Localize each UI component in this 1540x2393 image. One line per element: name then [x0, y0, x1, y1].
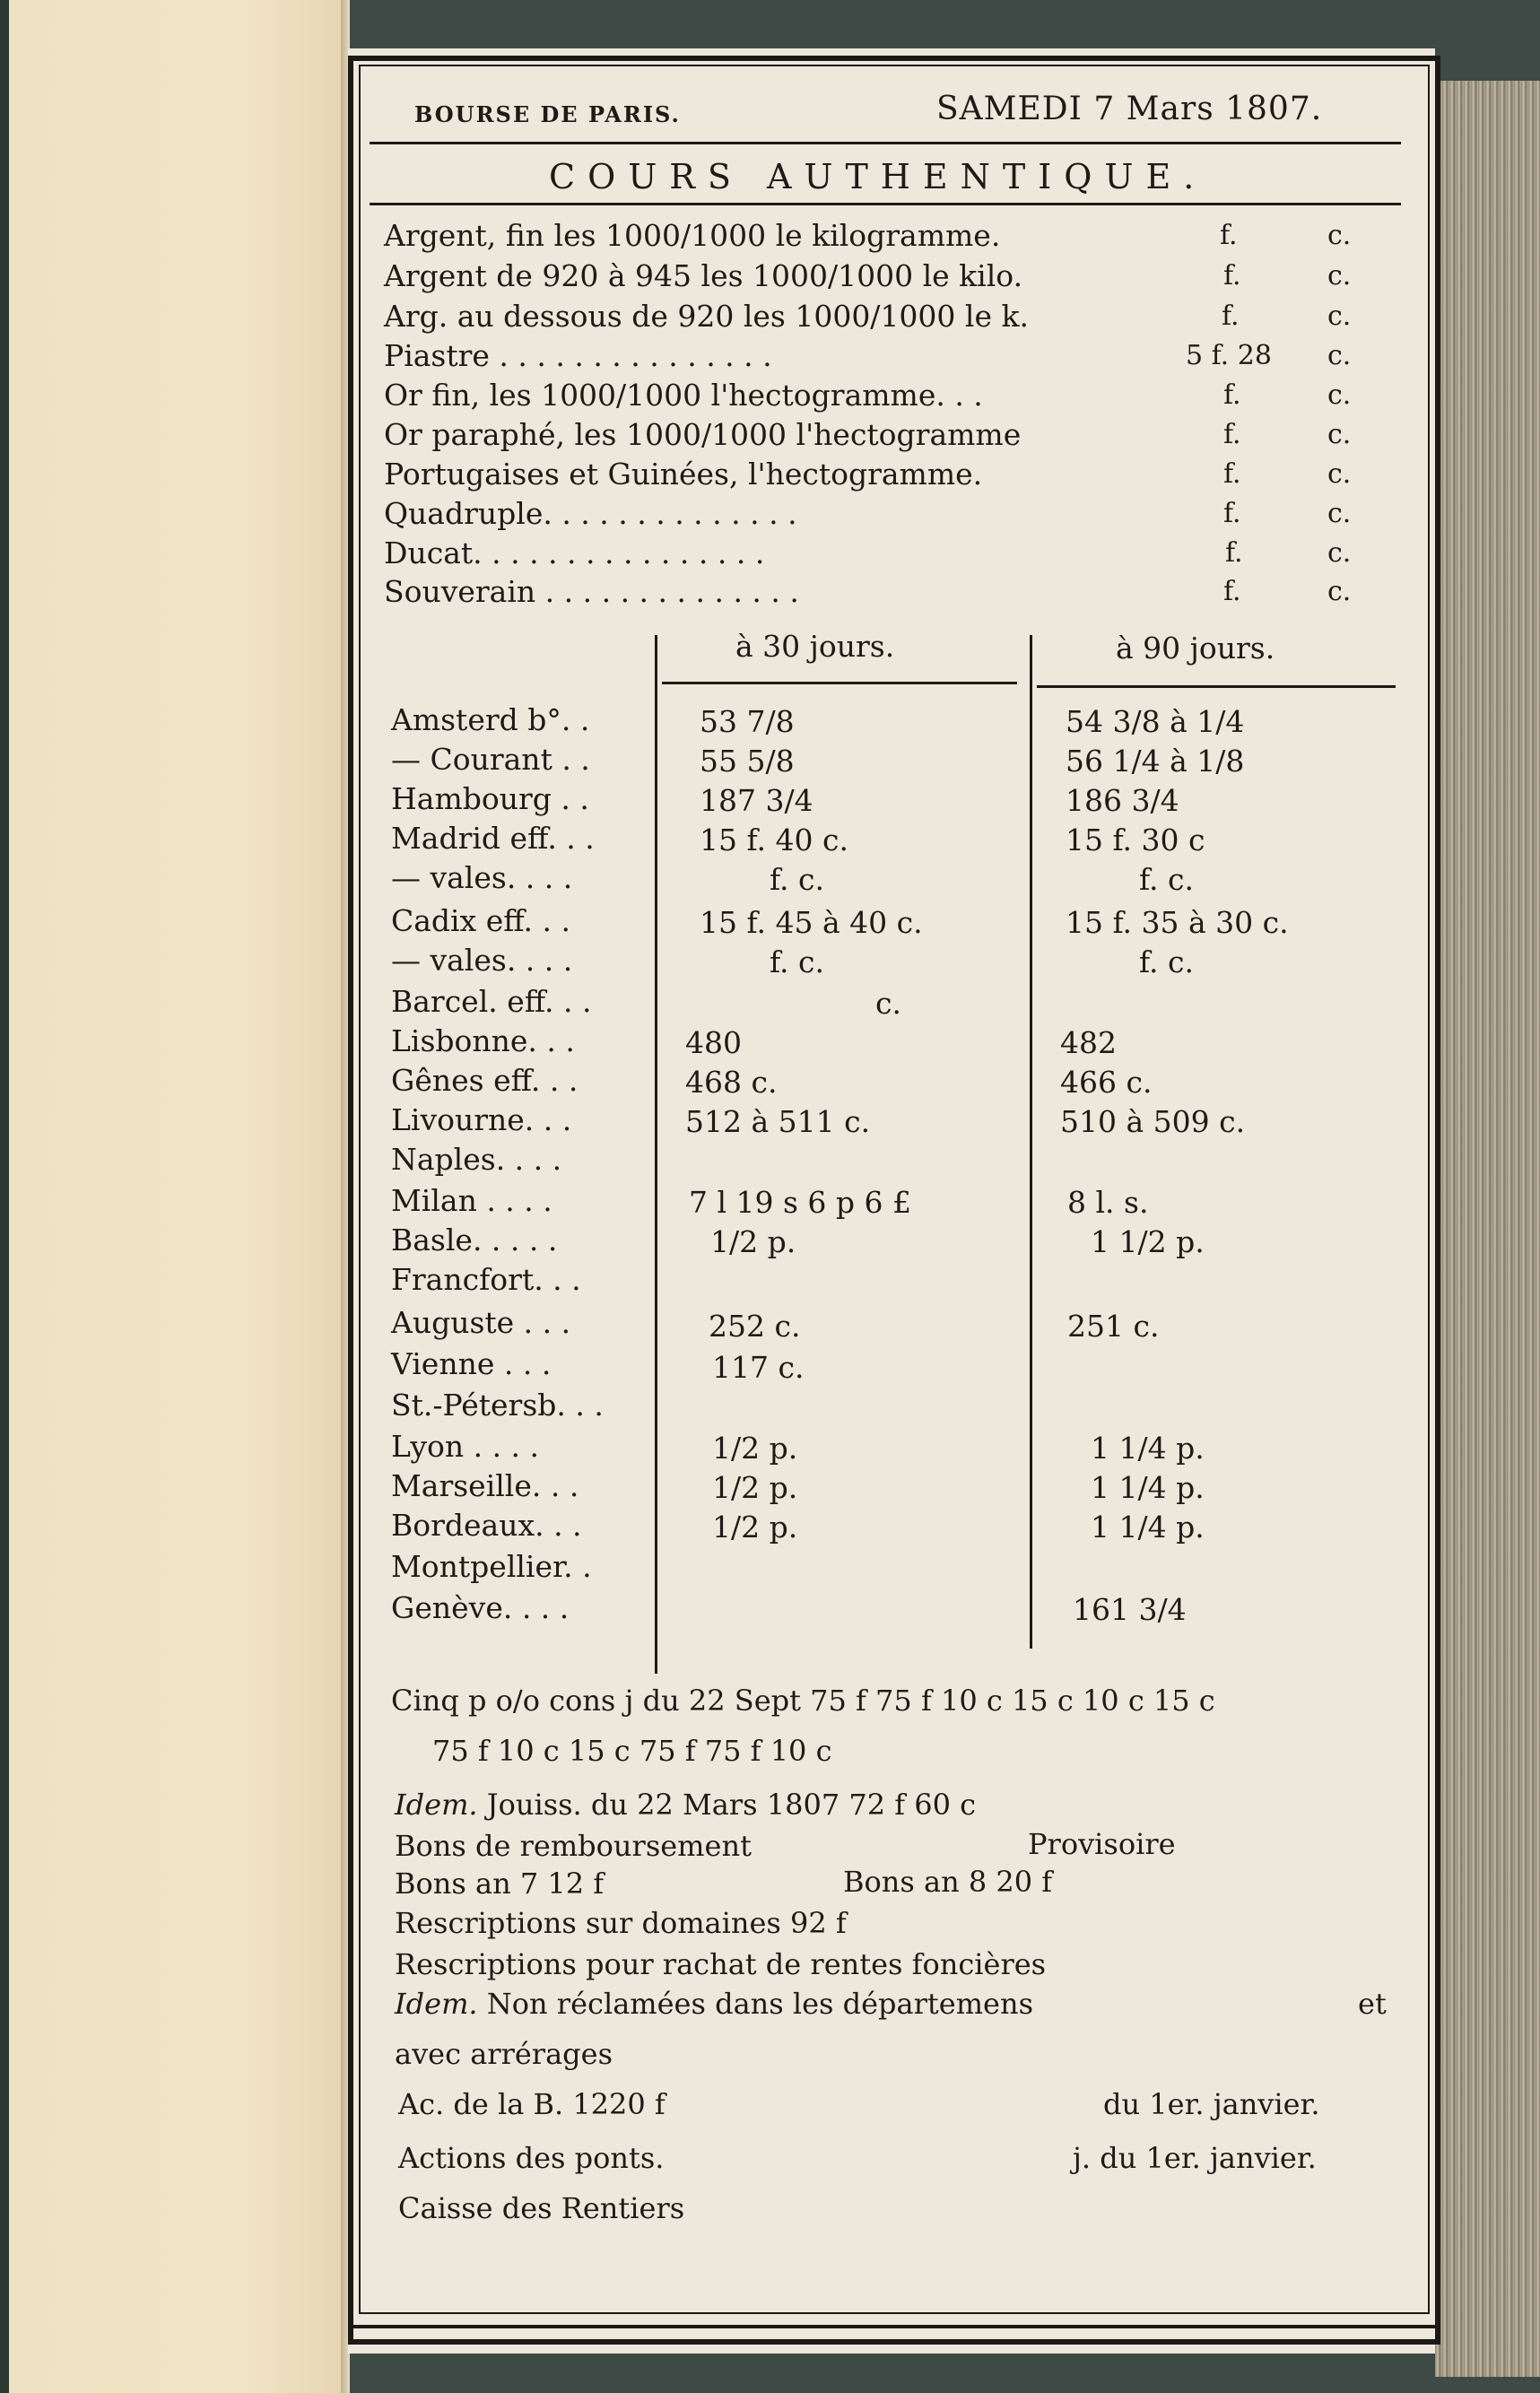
metal-franc: f.: [1225, 537, 1243, 569]
exchange-30d: 1/2 p.: [712, 1431, 798, 1466]
exchange-city: Madrid eff. . .: [391, 821, 595, 856]
exchange-30d: 15 f. 40 c.: [700, 822, 848, 857]
metal-franc: f.: [1223, 260, 1241, 292]
exchange-90d: 8 l. s.: [1067, 1185, 1149, 1220]
actions-ponts-date: j. du 1er. janvier.: [1073, 2141, 1317, 2175]
metal-cent: c.: [1327, 458, 1352, 490]
exchange-90d: 15 f. 35 à 30 c.: [1066, 905, 1289, 940]
caisse-rentiers: Caisse des Rentiers: [398, 2191, 685, 2225]
metal-franc: f.: [1223, 419, 1241, 450]
idem-non-reclamees-text: Non réclamées dans les départemens: [486, 1987, 1033, 2021]
exchange-30d: 55 5/8: [700, 744, 795, 779]
exchange-90d: 161 3/4: [1073, 1592, 1187, 1627]
exchange-90d: 1 1/4 p.: [1091, 1470, 1205, 1505]
metal-franc: f.: [1223, 379, 1241, 411]
metal-label: Ducat. . . . . . . . . . . . . . . .: [384, 535, 765, 570]
exchange-90d: 186 3/4: [1066, 783, 1179, 818]
exchange-30d: 512 à 511 c.: [685, 1104, 871, 1139]
metal-franc: f.: [1222, 300, 1240, 332]
exchange-30d: 15 f. 45 à 40 c.: [700, 905, 923, 940]
exchange-city: — Courant . .: [391, 742, 590, 777]
page-fore-edge: [1435, 81, 1540, 2377]
idem-label: Idem.: [395, 1788, 478, 1822]
exchange-city: Cadix eff. . .: [391, 903, 570, 938]
actions-ponts: Actions des ponts.: [398, 2141, 665, 2175]
exchange-city: Livourne. . .: [391, 1102, 572, 1137]
exchange-city: Montpellier. .: [391, 1549, 592, 1584]
exchange-city: Gênes eff. . .: [391, 1063, 579, 1098]
exchange-90d: 15 f. 30 c: [1066, 822, 1205, 857]
metal-label: Argent de 920 à 945 les 1000/1000 le kilo.: [384, 258, 1023, 293]
metal-franc: 5 f. 28: [1186, 340, 1272, 371]
bons-an-7: Bons an 7 12 f: [395, 1867, 605, 1901]
rescriptions-domaines: Rescriptions sur domaines 92 f: [395, 1906, 847, 1940]
exchange-col-divider-left: [655, 635, 657, 1674]
exchange-city: Hambourg . .: [391, 781, 589, 816]
exchange-90d: 482: [1060, 1025, 1117, 1060]
col30-underline: [662, 682, 1017, 684]
exchange-90d: f. c.: [1139, 944, 1194, 979]
exchange-90d: f. c.: [1139, 862, 1194, 897]
metal-cent: c.: [1327, 379, 1352, 411]
metal-cent: c.: [1327, 260, 1352, 292]
metal-franc: f.: [1220, 220, 1238, 251]
page-border-bottom-rule: [348, 2325, 1440, 2328]
exchange-city: Francfort. . .: [391, 1262, 581, 1297]
exchange-90d: 1 1/4 p.: [1091, 1431, 1205, 1466]
metal-label: Piastre . . . . . . . . . . . . . . .: [384, 338, 772, 373]
cinq-pour-cent-line2: 75 f 10 c 15 c 75 f 75 f 10 c: [432, 1734, 832, 1768]
exchange-city: Milan . . . .: [391, 1183, 552, 1218]
exchange-30d: 480: [685, 1025, 742, 1060]
exchange-30d: 187 3/4: [700, 783, 814, 818]
idem-jouissance-text: Jouiss. du 22 Mars 1807 72 f 60 c: [486, 1788, 977, 1822]
col30-header: à 30 jours.: [735, 629, 895, 664]
metal-cent: c.: [1327, 340, 1352, 371]
metal-cent: c.: [1327, 220, 1352, 251]
exchange-city: Basle. . . . .: [391, 1223, 558, 1257]
exchange-90d: 510 à 509 c.: [1060, 1104, 1246, 1139]
exchange-90d: 56 1/4 à 1/8: [1066, 744, 1245, 779]
idem-label: Idem.: [395, 1987, 478, 2021]
metal-cent: c.: [1327, 300, 1352, 332]
action-banque: Ac. de la B. 1220 f: [398, 2087, 666, 2121]
exchange-90d: 1 1/2 p.: [1091, 1224, 1205, 1259]
exchange-30d: 1/2 p.: [712, 1470, 798, 1505]
exchange-city: — vales. . . .: [391, 943, 573, 978]
exchange-city: Barcel. eff. . .: [391, 984, 592, 1019]
header-rule: [370, 142, 1401, 144]
exchange-90d: 251 c.: [1067, 1309, 1160, 1344]
exchange-30d: 252 c.: [709, 1309, 801, 1344]
exchange-30d: 1/2 p.: [712, 1510, 798, 1545]
bons-an-8: Bons an 8 20 f: [843, 1865, 1053, 1899]
exchange-30d: 468 c.: [685, 1065, 778, 1100]
metal-label: Or paraphé, les 1000/1000 l'hectogramme: [384, 417, 1022, 452]
metal-label: Argent, fin les 1000/1000 le kilogramme.: [384, 218, 1001, 253]
exchange-30d: 53 7/8: [700, 704, 795, 739]
exchange-city: Vienne . . .: [391, 1346, 552, 1381]
exchange-90d: 466 c.: [1060, 1065, 1153, 1100]
metal-label: Souverain . . . . . . . . . . . . . .: [384, 574, 799, 609]
metal-cent: c.: [1327, 419, 1352, 450]
metal-label: Or fin, les 1000/1000 l'hectogramme. . .: [384, 378, 983, 413]
exchange-90d: 54 3/8 à 1/4: [1066, 704, 1245, 739]
exchange-city: Genève. . . .: [391, 1590, 570, 1625]
exchange-30d: 1/2 p.: [710, 1224, 796, 1259]
provisoire: Provisoire: [1028, 1827, 1176, 1861]
exchange-city: Naples. . . .: [391, 1142, 562, 1177]
left-blank-page: [9, 0, 344, 2393]
exchange-30d: f. c.: [770, 944, 824, 979]
exchange-city: Bordeaux. . .: [391, 1508, 582, 1543]
exchange-city: Amsterd b°. .: [391, 702, 590, 737]
exchange-city: Marseille. . .: [391, 1468, 579, 1503]
metal-cent: c.: [1327, 498, 1352, 529]
background-corner: [1435, 0, 1540, 90]
col90-underline: [1037, 685, 1396, 688]
header-bourse: BOURSE DE PARIS.: [414, 101, 681, 127]
title-rule: [370, 203, 1401, 205]
et-word: et: [1358, 1987, 1387, 2021]
exchange-city: Lyon . . . .: [391, 1429, 540, 1464]
metal-cent: c.: [1327, 537, 1352, 569]
metal-cent: c.: [1327, 576, 1352, 607]
exchange-col-divider-right: [1030, 635, 1032, 1649]
exchange-city: Auguste . . .: [391, 1305, 571, 1340]
exchange-90d: 1 1/4 p.: [1091, 1510, 1205, 1545]
col90-header: à 90 jours.: [1116, 631, 1275, 666]
metal-label: Portugaises et Guinées, l'hectogramme.: [384, 457, 983, 492]
exchange-city: St.-Pétersb. . .: [391, 1388, 604, 1423]
exchange-30d: 7 l 19 s 6 p 6 £: [689, 1185, 912, 1220]
metal-franc: f.: [1223, 576, 1241, 607]
avec-arrerages: avec arrérages: [395, 2037, 613, 2071]
metal-label: Arg. au dessous de 920 les 1000/1000 le k.: [384, 299, 1029, 334]
idem-jouissance: [395, 1788, 977, 1822]
exchange-city: — vales. . . .: [391, 860, 573, 895]
rescriptions-rachat: Rescriptions pour rachat de rentes foncières: [395, 1947, 1047, 1981]
exchange-30d: f. c.: [770, 862, 824, 897]
exchange-city: Lisbonne. . .: [391, 1023, 575, 1058]
metal-franc: f.: [1223, 458, 1241, 490]
bons-remboursement: Bons de remboursement: [395, 1829, 752, 1863]
exchange-30d: c.: [875, 986, 901, 1021]
header-date: SAMEDI 7 Mars 1807.: [936, 91, 1323, 127]
idem-non-reclamees: [395, 1987, 1033, 2021]
title-cours-authentique: COURS AUTHENTIQUE.: [549, 157, 1207, 196]
action-banque-date: du 1er. janvier.: [1103, 2087, 1320, 2121]
exchange-30d: 117 c.: [712, 1350, 805, 1385]
cinq-pour-cent-line1: Cinq p o/o cons j du 22 Sept 75 f 75 f 10 c 15 c 10 c 15 c: [391, 1684, 1215, 1718]
metal-label: Quadruple. . . . . . . . . . . . . .: [384, 496, 797, 531]
metal-franc: f.: [1223, 498, 1241, 529]
